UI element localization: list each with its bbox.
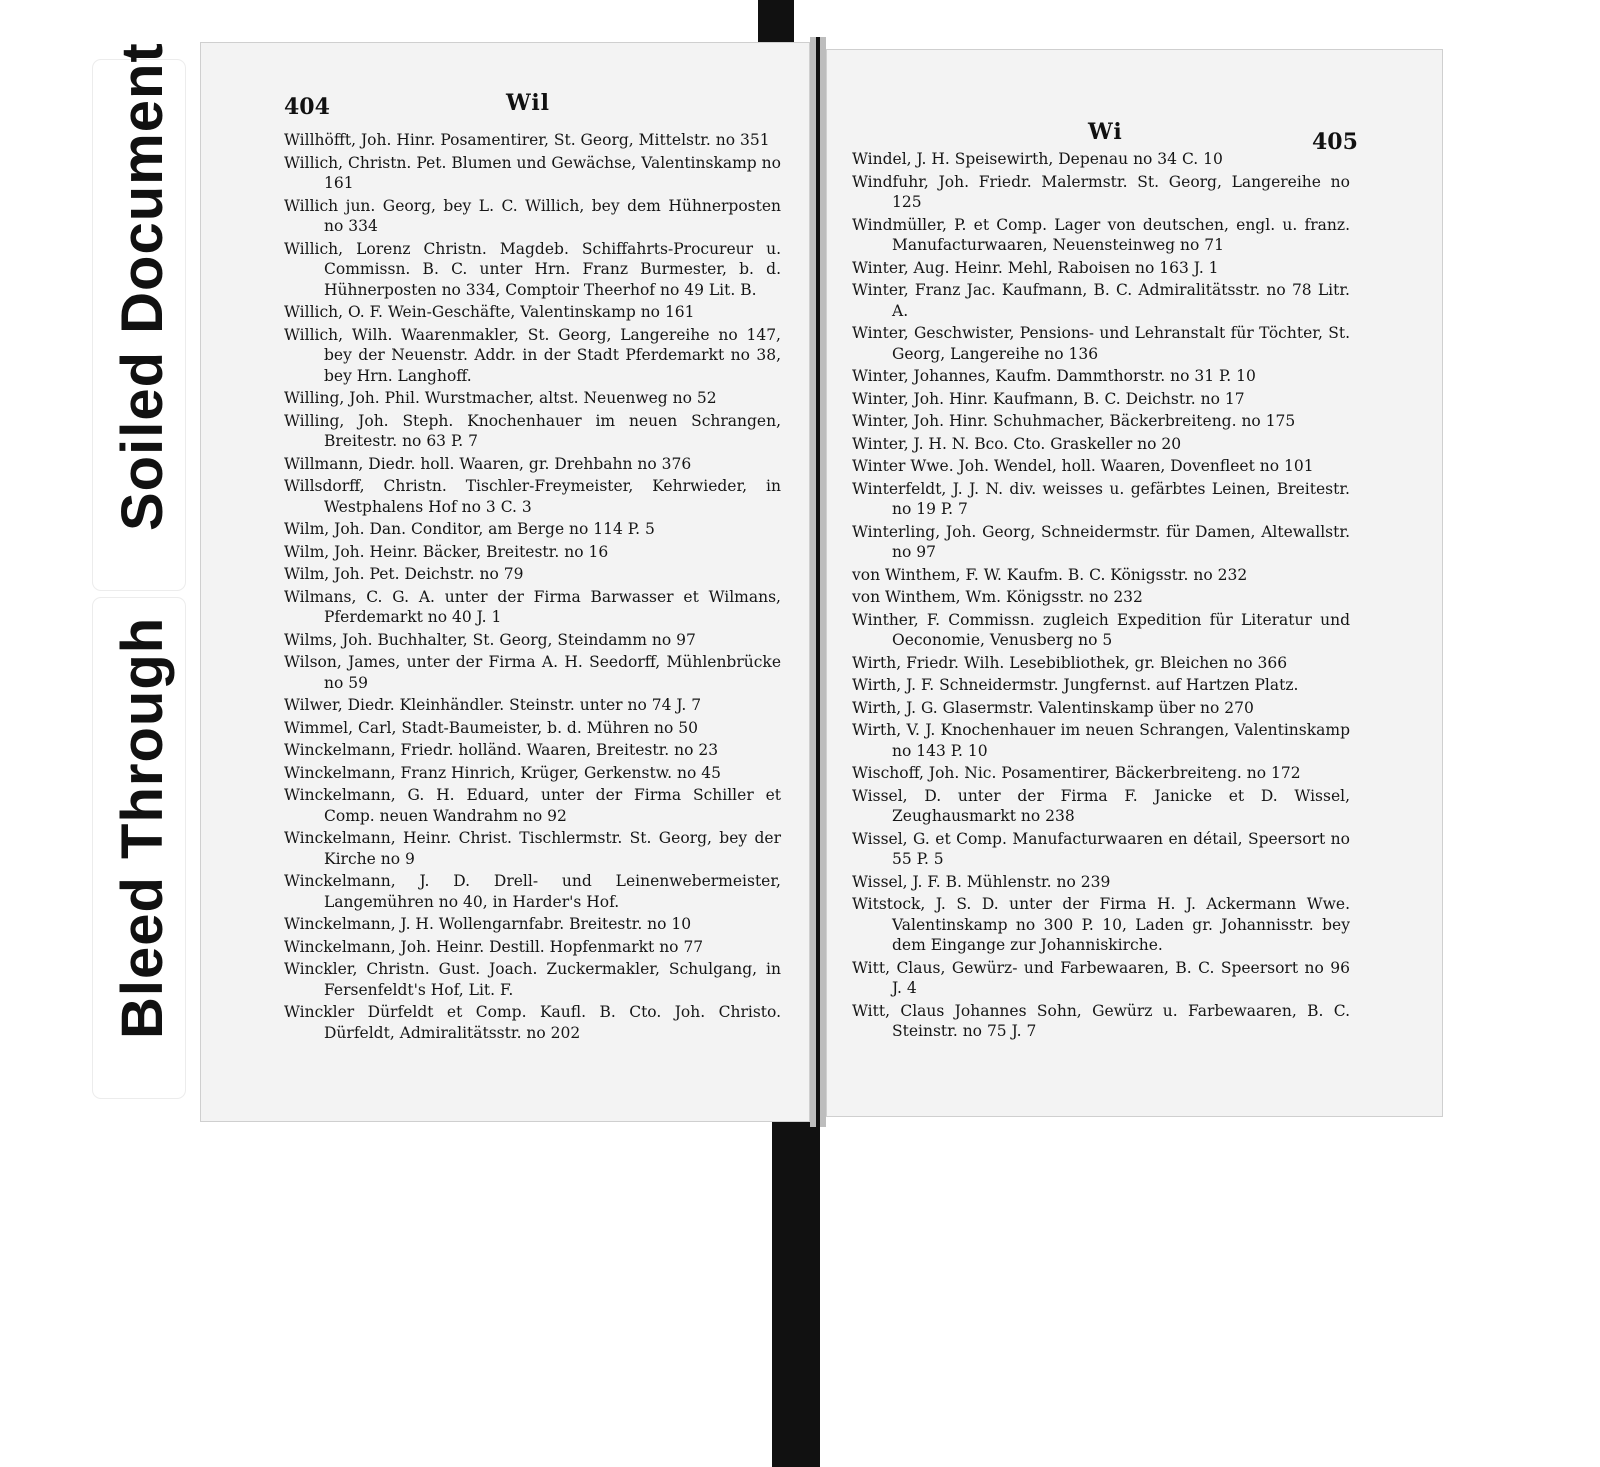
directory-entry: Willich, O. F. Wein-Geschäfte, Valentinskamp no 161 xyxy=(284,303,695,321)
directory-entries xyxy=(852,149,1350,1044)
directory-entry: Wissel, J. F. B. Mühlenstr. no 239 xyxy=(852,872,1111,891)
directory-entry: Wilwer, Diedr. Kleinhändler. Steinstr. unter no 74 J. 7 xyxy=(284,696,702,714)
book-spread xyxy=(190,37,1455,1127)
gutter-shadow xyxy=(816,37,820,1127)
directory-entry: Witt, Claus Johannes Sohn, Gewürz u. Farbewaaren, B. C. Steinstr. no 75 J. 7 xyxy=(852,1001,1350,1040)
directory-entry: Winther, F. Commissn. zugleich Expedition für Literatur und Oeconomie, Venusberg no 5 xyxy=(852,610,1350,649)
soiled-document-stamp xyxy=(93,42,185,590)
directory-entry: Wissel, G. et Comp. Manufacturwaaren en détail, Speersort no 55 P. 5 xyxy=(852,829,1350,868)
directory-entry: Wirth, J. F. Schneidermstr. Jungfernst. auf Hartzen Platz. xyxy=(852,676,1299,694)
directory-entry: Willing, Joh. Phil. Wurstmacher, altst. Neuenweg no 52 xyxy=(284,389,717,407)
directory-entry: Winckelmann, Friedr. holländ. Waaren, Breitestr. no 23 xyxy=(284,741,719,759)
directory-entry: Winter, Franz Jac. Kaufmann, B. C. Admiralitätsstr. no 78 Litr. A. xyxy=(852,281,1350,320)
directory-entry: Winter, Johannes, Kaufm. Dammthorstr. no 31 P. 10 xyxy=(852,367,1256,385)
running-head: Wi xyxy=(1088,119,1123,145)
binding-strip-bottom xyxy=(772,1120,820,1467)
bleed-through-stamp xyxy=(93,598,185,1098)
directory-entry: Winckelmann, J. D. Drell- und Leinenwebermeister, Langemühren no 40, in Harder's Hof. xyxy=(284,872,781,911)
left-page xyxy=(200,42,810,1122)
directory-entry: Willhöfft, Joh. Hinr. Posamentirer, St. Georg, Mittelstr. no 351 xyxy=(284,131,770,149)
directory-entry: Winckelmann, G. H. Eduard, unter der Firma Schiller et Comp. neuen Wandrahm no 92 xyxy=(284,786,781,825)
directory-entry: Witt, Claus, Gewürz- und Farbewaaren, B. C. Speersort no 96 J. 4 xyxy=(852,958,1350,997)
directory-entry: Willmann, Diedr. holl. Waaren, gr. Drehbahn no 376 xyxy=(284,454,692,473)
directory-entry: Wischoff, Joh. Nic. Posamentirer, Bäckerbreiteng. no 172 xyxy=(852,764,1301,782)
directory-entry: Winckler, Christn. Gust. Joach. Zuckermakler, Schulgang, in Fersenfeldt's Hof, Lit. F. xyxy=(284,960,781,999)
directory-entry: Wirth, J. G. Glasermstr. Valentinskamp über no 270 xyxy=(852,698,1254,717)
directory-entry: Winter, Joh. Hinr. Schuhmacher, Bäckerbreiteng. no 175 xyxy=(852,412,1296,430)
stamp-label: Bleed Through xyxy=(110,616,175,1039)
directory-entry: Wilson, James, unter der Firma A. H. Seedorff, Mühlenbrücke no 59 xyxy=(284,653,781,692)
directory-entry: Windfuhr, Joh. Friedr. Malermstr. St. Georg, Langereihe no 125 xyxy=(852,172,1350,211)
directory-entry: Wimmel, Carl, Stadt-Baumeister, b. d. Mühren no 50 xyxy=(284,718,698,737)
directory-entry: Windmüller, P. et Comp. Lager von deutschen, engl. u. franz. Manufacturwaaren, Neuensteinweg no 71 xyxy=(852,215,1350,254)
directory-entry: Wissel, D. unter der Firma F. Janicke et D. Wissel, Zeughausmarkt no 238 xyxy=(852,786,1350,825)
directory-entry: Winckelmann, J. H. Wollengarnfabr. Breitestr. no 10 xyxy=(284,915,692,933)
directory-entry: Winter, J. H. N. Bco. Cto. Graskeller no 20 xyxy=(852,434,1182,453)
directory-entry: Wilm, Joh. Dan. Conditor, am Berge no 114 P. 5 xyxy=(284,520,655,538)
directory-entry: Winckelmann, Joh. Heinr. Destill. Hopfenmarkt no 77 xyxy=(284,937,704,956)
directory-entry: Winckler Dürfeldt et Comp. Kaufl. B. Cto. Joh. Christo. Dürfeldt, Admiralitätsstr. no 202 xyxy=(284,1003,781,1042)
directory-entry: Wilms, Joh. Buchhalter, St. Georg, Steindamm no 97 xyxy=(284,630,696,649)
directory-entry: Winckelmann, Heinr. Christ. Tischlermstr. St. Georg, bey der Kirche no 9 xyxy=(284,829,781,868)
directory-entry: Wilm, Joh. Heinr. Bäcker, Breitestr. no 16 xyxy=(284,542,609,561)
directory-entry: Wirth, Friedr. Wilh. Lesebibliothek, gr. Bleichen no 366 xyxy=(852,653,1288,672)
right-page xyxy=(826,49,1443,1117)
directory-entry: Winter, Aug. Heinr. Mehl, Raboisen no 163 J. 1 xyxy=(852,258,1219,277)
directory-entry: Wilmans, C. G. A. unter der Firma Barwasser et Wilmans, Pferdemarkt no 40 J. 1 xyxy=(284,587,781,626)
directory-entry: Winter Wwe. Joh. Wendel, holl. Waaren, Dovenfleet no 101 xyxy=(852,457,1314,475)
directory-entry: Willich, Christn. Pet. Blumen und Gewächse, Valentinskamp no 161 xyxy=(284,153,781,192)
page-number: 405 xyxy=(1312,129,1358,155)
stamp-label: Soiled Document xyxy=(110,42,175,531)
directory-entry: Willich, Lorenz Christn. Magdeb. Schiffahrts-Procureur u. Commissn. B. C. unter Hrn. Franz Burmester, b. d. Hühnerposten no 334, Comptoir Theerhof no 49 Lit. B. xyxy=(284,239,781,299)
directory-entry: Willich jun. Georg, bey L. C. Willich, bey dem Hühnerposten no 334 xyxy=(284,196,781,235)
directory-entries xyxy=(284,130,781,1045)
running-head: Wil xyxy=(506,90,551,116)
directory-entry: Willsdorff, Christn. Tischler-Freymeister, Kehrwieder, in Westphalens Hof no 3 C. 3 xyxy=(284,477,781,516)
directory-entry: von Winthem, Wm. Königsstr. no 232 xyxy=(852,588,1143,606)
directory-entry: Winckelmann, Franz Hinrich, Krüger, Gerkenstw. no 45 xyxy=(284,763,721,782)
directory-entry: Winterfeldt, J. J. N. div. weisses u. gefärbtes Leinen, Breitestr. no 19 P. 7 xyxy=(852,479,1350,518)
directory-entry: Winter, Joh. Hinr. Kaufmann, B. C. Deichstr. no 17 xyxy=(852,389,1245,408)
directory-entry: Willing, Joh. Steph. Knochenhauer im neuen Schrangen, Breitestr. no 63 P. 7 xyxy=(284,411,781,450)
page-number: 404 xyxy=(284,94,330,120)
directory-entry: Winterling, Joh. Georg, Schneidermstr. für Damen, Altewallstr. no 97 xyxy=(852,522,1350,561)
directory-entry: Wirth, V. J. Knochenhauer im neuen Schrangen, Valentinskamp no 143 P. 10 xyxy=(852,721,1350,760)
directory-entry: Willich, Wilh. Waarenmakler, St. Georg, Langereihe no 147, bey der Neuenstr. Addr. in der Stadt Pferdemarkt no 38, bey Hrn. Langhoff. xyxy=(284,325,781,385)
directory-entry: von Winthem, F. W. Kaufm. B. C. Königsstr. no 232 xyxy=(852,565,1248,584)
directory-entry: Winter, Geschwister, Pensions- und Lehranstalt für Töchter, St. Georg, Langereihe no 136 xyxy=(852,324,1350,363)
directory-entry: Wilm, Joh. Pet. Deichstr. no 79 xyxy=(284,565,524,583)
directory-entry: Windel, J. H. Speisewirth, Depenau no 34 C. 10 xyxy=(852,150,1223,168)
directory-entry: Witstock, J. S. D. unter der Firma H. J. Ackermann Wwe. Valentinskamp no 300 P. 10, Laden gr. Johannisstr. bey dem Eingange zur Johanniskirche. xyxy=(852,895,1350,954)
